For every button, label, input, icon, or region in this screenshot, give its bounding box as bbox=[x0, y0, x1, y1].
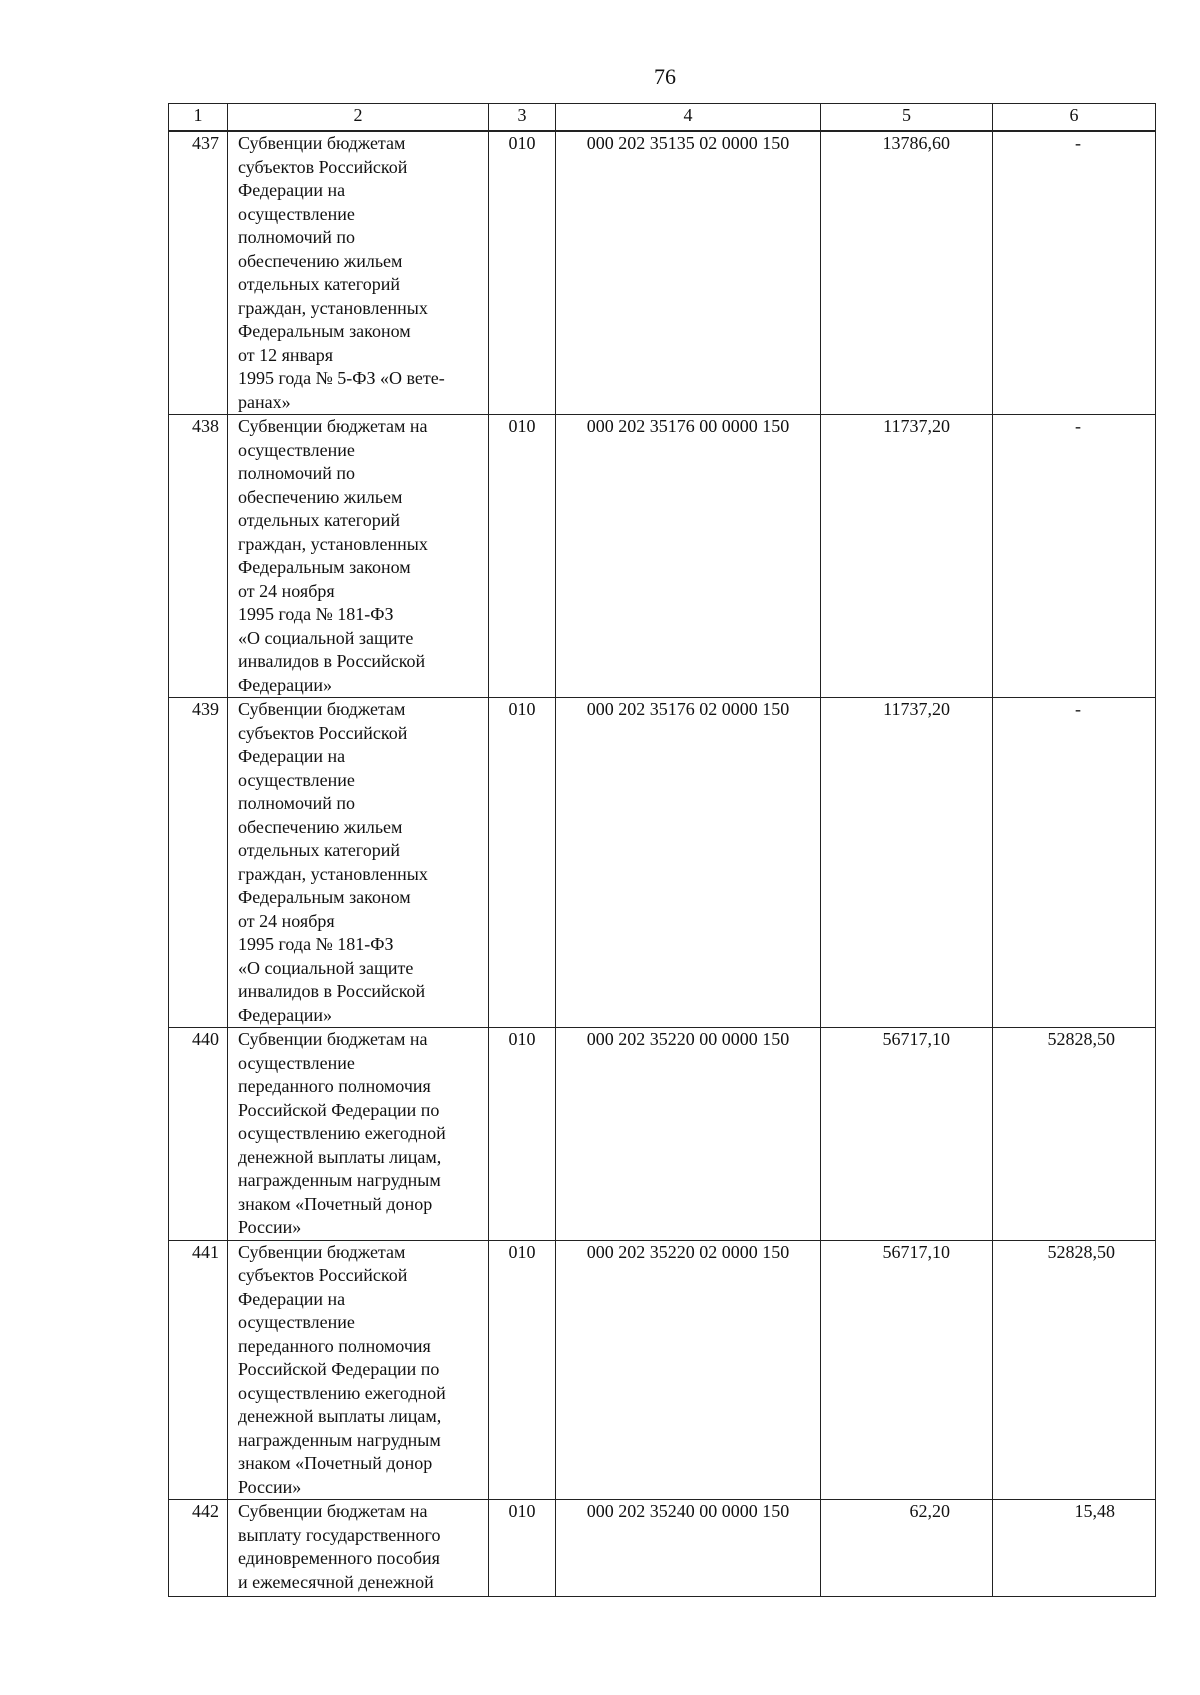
row-budget-code: 000 202 35176 02 0000 150 bbox=[556, 698, 821, 1028]
row-name: Субвенции бюджетам на осуществление переданного полномочия Российской Федерации по осуществлению ежегодной денежной выплаты лицам, награжденным нагрудным знаком «Почетный донор России» bbox=[228, 1028, 489, 1241]
row-budget-code: 000 202 35240 00 0000 150 bbox=[556, 1500, 821, 1597]
budget-table bbox=[168, 103, 1156, 1597]
row-name: Субвенции бюджетам на осуществление полномочий по обеспечению жильем отдельных категорий граждан, установленных Федеральным законом от 24 ноября 1995 года № 181-ФЗ «О социальной защите инвалидов в Российской Федерации» bbox=[228, 415, 489, 698]
row-value-5: 13786,60 bbox=[821, 131, 993, 415]
table-row bbox=[169, 698, 1156, 1028]
row-value-6: 52828,50 bbox=[993, 1240, 1156, 1500]
page-number: 76 bbox=[654, 64, 676, 89]
row-admin-code: 010 bbox=[489, 131, 556, 415]
row-value-6: 52828,50 bbox=[993, 1028, 1156, 1241]
header-row bbox=[169, 104, 1156, 132]
header-col-2: 2 bbox=[228, 104, 489, 132]
row-budget-code: 000 202 35176 00 0000 150 bbox=[556, 415, 821, 698]
header-col-3: 3 bbox=[489, 104, 556, 132]
header-col-6: 6 bbox=[993, 104, 1156, 132]
header-col-1: 1 bbox=[169, 104, 228, 132]
header-col-5: 5 bbox=[821, 104, 993, 132]
table-row bbox=[169, 1028, 1156, 1241]
row-name: Субвенции бюджетам субъектов Российской Федерации на осуществление переданного полномочия Российской Федерации по осуществлению ежегодной денежной выплаты лицам, награжденным нагрудным знаком «Почетный донор России» bbox=[228, 1240, 489, 1500]
row-budget-code: 000 202 35220 00 0000 150 bbox=[556, 1028, 821, 1241]
row-budget-code: 000 202 35220 02 0000 150 bbox=[556, 1240, 821, 1500]
row-number: 442 bbox=[169, 1500, 228, 1597]
row-name: Субвенции бюджетам на выплату государственного единовременного пособия и ежемесячной денежной bbox=[228, 1500, 489, 1597]
row-value-6: - bbox=[993, 415, 1156, 698]
row-value-5: 56717,10 bbox=[821, 1240, 993, 1500]
row-value-5: 62,20 bbox=[821, 1500, 993, 1597]
table-body bbox=[169, 131, 1156, 1597]
row-name: Субвенции бюджетам субъектов Российской Федерации на осуществление полномочий по обеспечению жильем отдельных категорий граждан, установленных Федеральным законом от 24 ноября 1995 года № 181-ФЗ «О социальной защите инвалидов в Российской Федерации» bbox=[228, 698, 489, 1028]
table-row bbox=[169, 1240, 1156, 1500]
row-value-5: 56717,10 bbox=[821, 1028, 993, 1241]
row-value-6: - bbox=[993, 698, 1156, 1028]
header-col-4: 4 bbox=[556, 104, 821, 132]
row-value-6: 15,48 bbox=[993, 1500, 1156, 1597]
row-admin-code: 010 bbox=[489, 698, 556, 1028]
table-row bbox=[169, 131, 1156, 415]
row-value-5: 11737,20 bbox=[821, 698, 993, 1028]
row-number: 437 bbox=[169, 131, 228, 415]
row-number: 441 bbox=[169, 1240, 228, 1500]
row-number: 440 bbox=[169, 1028, 228, 1241]
row-value-6: - bbox=[993, 131, 1156, 415]
row-name: Субвенции бюджетам субъектов Российской Федерации на осуществление полномочий по обеспечению жильем отдельных категорий граждан, установленных Федеральным законом от 12 января 1995 года № 5-ФЗ «О вете- ранах» bbox=[228, 131, 489, 415]
row-admin-code: 010 bbox=[489, 1028, 556, 1241]
row-number: 439 bbox=[169, 698, 228, 1028]
table-row bbox=[169, 1500, 1156, 1597]
table-header bbox=[169, 104, 1156, 132]
row-value-5: 11737,20 bbox=[821, 415, 993, 698]
row-number: 438 bbox=[169, 415, 228, 698]
row-budget-code: 000 202 35135 02 0000 150 bbox=[556, 131, 821, 415]
table-row bbox=[169, 415, 1156, 698]
row-admin-code: 010 bbox=[489, 1240, 556, 1500]
row-admin-code: 010 bbox=[489, 415, 556, 698]
row-admin-code: 010 bbox=[489, 1500, 556, 1597]
